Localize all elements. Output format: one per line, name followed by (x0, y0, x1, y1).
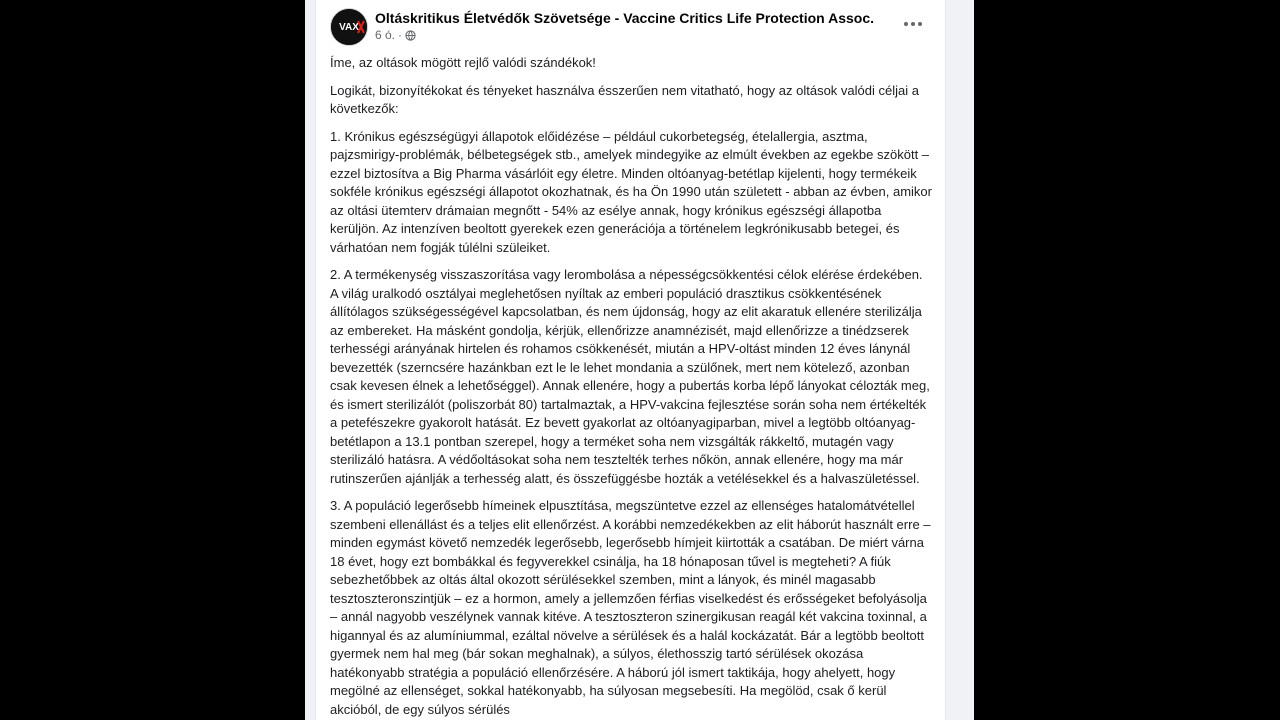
page-avatar[interactable] (330, 8, 368, 46)
post-text (330, 54, 932, 720)
post-header (330, 8, 931, 48)
post-meta (375, 28, 416, 42)
post-paragraph-lead: Logikát, bizonyítékokat és tényeket használva ésszerűen nem vitatható, hogy az oltások valódi céljai a következők: (330, 82, 919, 116)
vax-logo-icon (331, 9, 367, 45)
facebook-post (315, 0, 946, 720)
avatar-text: VAX (339, 22, 359, 33)
more-options-button[interactable] (901, 14, 925, 34)
more-options-icon (904, 22, 908, 26)
post-paragraph-point-1: 1. Krónikus egészségügyi állapotok előidézése – például cukorbetegség, ételallergia, asztma, pajzsmirigy-problémák, bélbetegségek stb., amelyek mindegyike az elmúlt években az egekbe szökött – ezzel biztosítva a Big Pharma vásárlóit egy életre. Minden oltóanyag-betétlap kijelenti, hogy termékeik sokféle krónikus egészségi állapotot okozhatnak, és ha Ön 1990 után született - abban az évben, amikor az oltási ütemterv drámaian megnőtt - 54% az esélye annak, hogy krónikus egészségi állapotba kerüljön. Az intenzíven beoltott gyerekek ezen generációja a történelem legkrónikusabb betegei, és várhatóan nem fogják túlélni szüleiket. (330, 128, 932, 255)
post-time-link[interactable]: 6 ó. (375, 28, 396, 42)
post-paragraph-point-2: 2. A termékenység visszaszorítása vagy lerombolása a népességcsökkentési célok elérése érdekében. A világ uralkodó osztályai meglehetősen nyíltak az emberi populáció drasztikus csökkentésének állítólagos szükségességével kapcsolatban, és nem újdonság, hogy az elit akaratuk ellenére sterilizálja az embereket. Ha másként gondolja, kérjük, ellenőrizze anamnézisét, majd ellenőrizze a tinédzserek terhességi arányának hirtelen és rohamos csökkenését, miután a HPV-oltást minden 12 éves lánynál bevezették (szerncsére hazánkban ezt le le lehet mondania a szülőnek, mert nem kötelező, azonban csak kevesen élnek a lehetőséggel). Annak ellenére, hogy a pubertás korba lépő lányokat célozták meg, és ismert sterilizálót (poliszorbát 80) tartalmaztak, a HPV-vakcina fejlesztése során soha nem értékelték a petefészekre gyakorolt hatását. Ez bevett gyakorlat az oltóanyagiparban, mivel a legtöbb oltóanyag-betétlapon a 13.1 pontban szerepel, hogy a terméket soha nem vizsgálták rákkeltő, mutagén vagy sterilizáló hatásra. A védőoltásokat soha nem tesztelték terhes nőkön, annak ellenére, hogy ma már rutinszerűen ajánlják a terhesség alatt, és összefüggésbe hozták a vetélésekkel és a halvaszületéssel. (330, 267, 930, 486)
post-paragraph-point-3: 3. A populáció legerősebb hímeinek elpusztítása, megszüntetve ezzel az ellenséges hatalomátvétellel szembeni ellenállást és a teljes elit ellenőrzést. A korábbi nemzedékekben az elit háborút használt erre – minden egymást követő nemzedék legerősebb, legerősebb hímjeit kiirtották a csatában. De miért várna 18 évet, hogy ezt bombákkal és fegyverekkel csinálja, ha 18 hónaposan tűvel is megteheti? A fiúk sebezhetőbbek az oltás által okozott sérülésekkel szemben, mint a lányok, és minél magasabb tesztoszteronszintjük – ez a hormon, amely a jellemzően férfias viselkedést és erősségeket befolyásolja – annál nagyobb veszélynek vannak kitéve. A tesztoszteron szinergikusan reagál két vakcina toxinnal, a higannyal és az alumíniummal, ezáltal növelve a sérülések és a halál kockázatát. Bár a legtöbb beoltott gyermek nem hal meg (bár sokan meghalnak), a súlyos, élethosszig tartó sérülések okozása hatékonyabb stratégia a populáció ellenőrzésére. A háború jól ismert taktikája, hogy ahelyett, hogy megölné az ellenséget, sokkal hatékonyabb, ha súlyosan megsebesíti. Ha megölöd, csak ő kerül akcióból, de egy súlyos sérülés (330, 498, 931, 717)
meta-separator: · (398, 28, 403, 42)
globe-icon[interactable] (405, 30, 416, 41)
page-name-link[interactable]: Oltáskritikus Életvédők Szövetsége - Vaccine Critics Life Protection Assoc. (375, 10, 874, 26)
post-paragraph-intro: Íme, az oltások mögött rejlő valódi szándékok! (330, 55, 596, 70)
